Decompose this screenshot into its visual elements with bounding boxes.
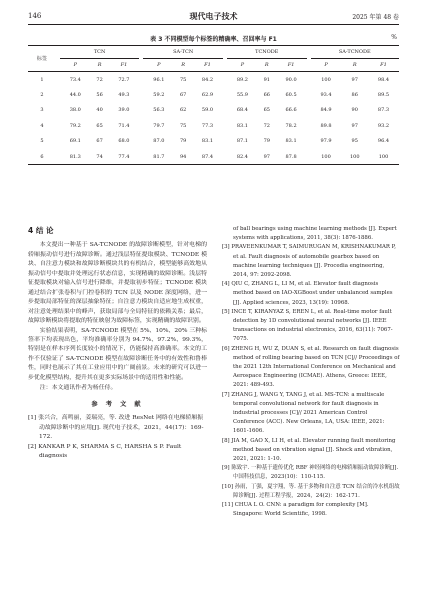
reference-item: [11] CHUA L O. CNN: a paradigm for complexity [M]. Singapore: World Scientific, 1998. [222,502,369,518]
table-cell: 79.2 [69,122,81,129]
row-label-cell: 5 [40,138,44,145]
section-heading: 4 结 论 [28,226,54,235]
table-cell: 87.8 [276,149,307,165]
table-cell: 79.7 [153,122,165,129]
table-cell: 96.4 [377,138,390,145]
table-body [28,72,399,165]
author-note: 注：本文通讯作者为杨任侍。 [39,385,117,392]
label-column-header: 标签 [28,46,56,72]
metric-header: P [60,59,91,72]
metric-header: F1 [276,59,307,72]
metric-header: P [227,59,258,72]
table-group-header-row [28,46,399,59]
table-metric-header-row [28,59,399,72]
conclusion-paragraph: 本文提出一种基于 SA-TCNODE 的故障诊断模型，针对电梯的轿厢振动信号进行故障诊断。通过浅层特征提取模块、TCNODE 模块、自注意力模块和故障诊断模块共的有机结合，模型能够高效地从振动信号中提取并处理远行状态信息，实现精确的故障诊断。浅层特征提取模块对输入信号进行降维，并提取初步特征；TCNODE 模块通过结合扩张卷积与门控卷积的 TCN 以及 NODE 深度网络，进一步提取局部特征的深层抽象特征；自注意力模块自适应地生成权重，对注意处理结果中的峰声，获取局部与全局特征的依赖关系；最后，故障诊断模块将提取的特征映射为故障标签，实现精确的故障识别。 [28,242,207,325]
table-cell: 93.4 [320,91,332,98]
reference-item: [10] 孙雨，丁强，夏宇翔，等. 基于多物和自注意 TCN 结合的冷水机组故障诊断[J]. 过程工程学报，2024，24(2)：162-171. [222,483,400,499]
row-label-cell: 3 [40,107,44,114]
table-cell: 97 [351,76,358,83]
reference-item: [4] QIU C, ZHANG L, LI M, et al. Elevator fault diagnosis method based on IAO-XGBoost under unbalanced samples [J]. Applied sciences, 2023, 13(19): 10968. [222,281,393,306]
conclusion-paragraph: 实验结果表明，SA-TCNODE 模型在 5%、10%、20% 三种标签率下均表现出色，平均准确率分别为 94.7%、97.2%、99.3%，特别是在样本序列长度较小的情况下，仍能保持高准确率。本文的工作不仅验证了 SA-TCNODE 模型在故障诊断任务中的有效性和鲁棒性，同时也展示了其在工业应用中的广阔前景。未来的研究可以进一步优化模型结构，提升其在更多实际场景中的适用性和性能。 [28,327,207,381]
table-row [28,149,399,165]
table-cell: 83.1 [285,138,297,145]
group-header-sa-tcn: SA-TCN [143,46,223,59]
table-cell: 79 [263,138,270,145]
table-cell: 89.2 [236,76,248,83]
table-cell: 86 [351,91,358,98]
table-cell: 81.3 [60,149,91,165]
table-cell: 97 [351,122,358,129]
table-cell: 56 [96,91,103,98]
table-cell: 87.4 [192,149,223,165]
table-cell: 66 [263,91,270,98]
table-cell: 49.3 [118,91,130,98]
left-column [28,225,207,461]
table-cell: 66.6 [285,107,297,114]
group-header-tcnode: TCNODE [227,46,307,59]
table-cell: 100 [321,76,331,83]
table-cell: 55.9 [236,91,248,98]
table-cell: 65 [96,122,103,129]
table-cell: 59.0 [201,107,214,114]
table-row [28,118,399,134]
table-cell: 77.4 [108,149,139,165]
table-cell: 98.4 [377,76,390,83]
table-cell: 73.4 [69,76,81,83]
reference-item: [8] JIA M, GAO X, LI H, et al. Elevator running fault monitoring method based on vibration signal [J]. Shock and vibration, 2021, 2021: 1-10. [222,437,396,463]
table-cell: 60.5 [285,91,297,98]
metric-header: R [258,59,276,72]
reference-item: [9] 陈致宇. 一种基于遗传优化 RBF 神经网络的电梯轿厢振动故障诊断[J]. 中国科技信息，2023(10)：110-115. [222,465,399,481]
table-cell: 72.7 [118,76,130,83]
table-cell: 65 [263,107,270,114]
table-cell: 77.3 [201,122,214,129]
table-cell: 100 [368,149,399,165]
reference-item: [7] ZHANG J, WANG Y, TANG J, et al. MS-TCN: a multiscale temporal convolutional network for fault diagnosis in industrial processes [C]// 2021 American Control Conference (ACC). New Orleans, LA, USA: IEEE, 2021: 1601-1606. [222,391,385,435]
table-cell: 79 [179,138,187,145]
table-cell: 89.5 [377,91,390,98]
table-cell: 67 [179,91,187,98]
header-rule [28,24,399,25]
table-cell: 62 [179,107,187,114]
table-caption: 表 3 不同模型每个标签的精确率、召回率与 F1 [150,36,277,43]
table-cell: 87.0 [153,138,165,145]
table-cell: 44.0 [69,91,81,98]
table-cell: 95 [351,138,358,145]
references-heading: 参 考 文 献 [91,400,144,408]
row-label-cell: 6 [28,149,56,165]
issue-info: 2025 年第 48 卷 [352,14,399,21]
metric-header: F1 [108,59,139,72]
reference-item: [2] KANKAR P K, SHARMA S C, HARSHA S P. Fault diagnosis [28,443,182,459]
table-cell: 39.0 [118,107,130,114]
table-cell: 100 [341,149,368,165]
row-label-cell: 4 [40,122,44,129]
metric-header: F1 [192,59,223,72]
table-cell: 97.9 [320,138,332,145]
reference-continuation: of ball bearings using machine learning methods [J]. Expert systems with applications, 2011, 38(3): 1876-1886. [233,226,397,242]
group-header-sa-tcnode: SA-TCNODE [311,46,399,59]
table-cell: 81.7 [143,149,174,165]
row-label-cell: 2 [40,91,44,98]
reference-item: [3] PRAVEENKUMAR T, SAIMURUGAN M, KRISHNAKUMAR P, et al. Fault diagnosis of automobile gearbox based on machine learning techniques [J]. Procedia engineering, 2014, 97: 2092-2098. [222,244,396,279]
table-cell: 67 [96,138,103,145]
table-cell: 87.3 [377,107,390,114]
table-row [28,87,399,103]
table-cell: 38.0 [69,107,81,114]
table-cell: 68.4 [236,107,248,114]
table-cell: 69.1 [69,138,81,145]
table-cell: 75 [179,122,187,129]
reference-item: [1] 张兴合，高鸣丽，姜瑞亮，等. 改进 ResNet 网络在电梯轿厢振动故障诊断中的应用[J]. 现代电子技术，2021，44(17)：169-172. [28,415,204,441]
reference-item: [6] ZHENG H, WU Z, DUAN S, et al. Research on fault diagnosis method of rolling bearing based on TCN [C]// Proceedings of the 2021 12th International Conference on Mechanical and Aerospace Engineering (ICMAE). Athens, Greece: IEEE, 2021: 489-493. [222,345,400,389]
metric-header: R [174,59,192,72]
table-cell: 71.4 [118,122,130,129]
table-cell: 62.9 [201,91,214,98]
table-cell: 100 [311,149,342,165]
reference-item: [5] INCE T, KIRANYAZ S, EREN L, et al. Real-time motor fault detection by 1D convolutional neural networks [J]. IEEE transactions on industrial electronics, 2016, 63(11): 7067-7075. [222,308,393,343]
table-row [28,72,399,88]
table-cell: 89.8 [320,122,332,129]
right-column [222,225,400,520]
metric-header: F1 [368,59,399,72]
table-cell: 97 [258,149,276,165]
table-cell: 68.0 [118,138,130,145]
group-header-tcn: TCN [60,46,140,59]
row-label-cell: 1 [40,76,44,83]
table-cell: 75 [179,76,187,83]
table-cell: 90 [351,107,358,114]
table-cell: 91 [263,76,270,83]
metric-header: P [143,59,174,72]
table-cell: 83.1 [201,138,214,145]
table-cell: 87.1 [236,138,248,145]
table-cell: 84.9 [320,107,332,114]
table-cell: 56.3 [153,107,165,114]
results-table [28,45,399,165]
table-cell: 78.2 [285,122,297,129]
table-row [28,103,399,119]
table-cell: 90.0 [285,76,297,83]
table-row [28,134,399,150]
journal-name: 现代电子技术 [189,12,238,21]
table-cell: 40 [96,107,103,114]
metric-header: P [311,59,342,72]
table-cell: 72 [96,76,103,83]
page-number: 146 [28,12,42,20]
table-cell: 72 [263,122,270,129]
table-cell: 83.1 [236,122,248,129]
table-unit: % [391,34,397,41]
table-cell: 96.1 [153,76,165,83]
table-cell: 93.2 [377,122,390,129]
table-cell: 74 [91,149,109,165]
table-cell: 84.2 [201,76,214,83]
metric-header: R [91,59,109,72]
table-cell: 82.4 [227,149,258,165]
metric-header: R [341,59,368,72]
table-cell: 94 [174,149,192,165]
table-cell: 59.2 [153,91,165,98]
